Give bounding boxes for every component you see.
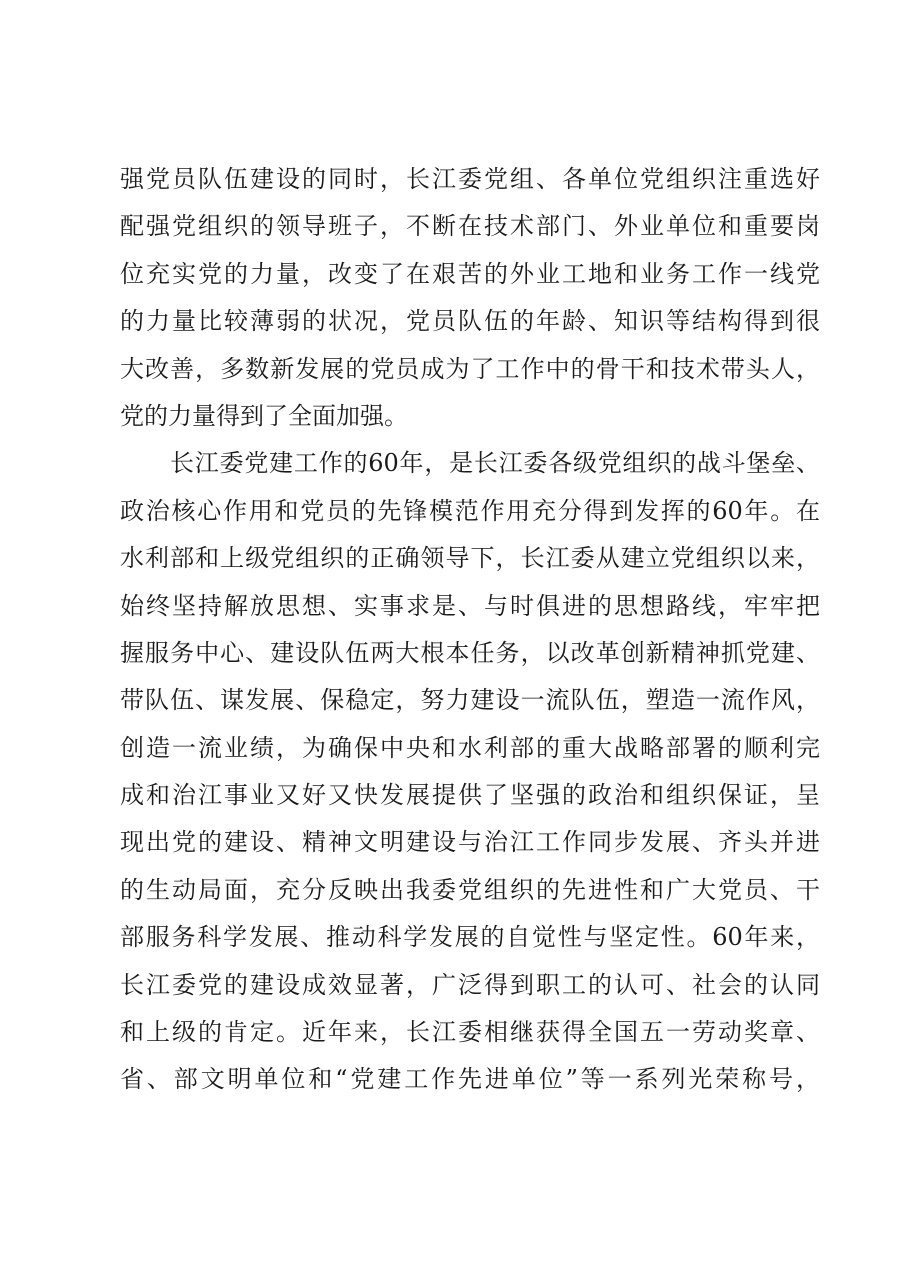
paragraph-2-line-12: 长江委党的建设成效显著，广泛得到职工的认可、社会的认同 <box>120 970 820 999</box>
paragraph-2-line-1: 长江委党建工作的60年，是长江委各级党组织的战斗堡垒、 <box>170 449 820 478</box>
paragraph-2-line-8: 成和治江事业又好又快发展提供了坚强的政治和组织保证，呈 <box>120 781 820 810</box>
paragraph-2-line-7: 创造一流业绩，为确保中央和水利部的重大战略部署的顺利完 <box>120 733 820 762</box>
paragraph-2-line-3: 水利部和上级党组织的正确领导下，长江委从建立党组织以来， <box>120 544 820 573</box>
paragraph-1-line-6: 党的力量得到了全面加强。 <box>120 401 408 430</box>
paragraph-1-line-3: 位充实党的力量，改变了在艰苦的外业工地和业务工作一线党 <box>120 259 820 288</box>
paragraph-2-line-11: 部服务科学发展、推动科学发展的自觉性与坚定性。60年来， <box>120 923 820 952</box>
paragraph-1-line-1: 强党员队伍建设的同时，长江委党组、各单位党组织注重选好 <box>120 165 820 193</box>
paragraph-2-line-4: 始终坚持解放思想、实事求是、与时俱进的思想路线，牢牢把 <box>120 591 820 620</box>
paragraph-2-line-13: 和上级的肯定。近年来，长江委相继获得全国五一劳动奖章、 <box>120 1018 820 1047</box>
paragraph-2-line-2: 政治核心作用和党员的先锋模范作用充分得到发挥的60年。在 <box>120 496 820 525</box>
paragraph-2-line-14: 省、部文明单位和“党建工作先进单位”等一系列光荣称号， <box>120 1065 820 1094</box>
paragraph-1-line-4: 的力量比较薄弱的状况，党员队伍的年龄、知识等结构得到很 <box>120 307 820 336</box>
paragraph-2-line-9: 现出党的建设、精神文明建设与治江工作同步发展、齐头并进 <box>120 828 820 857</box>
paragraph-2-line-10: 的生动局面，充分反映出我委党组织的先进性和广大党员、干 <box>120 875 820 904</box>
paragraph-2-line-6: 带队伍、谋发展、保稳定，努力建设一流队伍，塑造一流作风， <box>120 686 820 715</box>
paragraph-1-line-2: 配强党组织的领导班子，不断在技术部门、外业单位和重要岗 <box>120 212 820 241</box>
body-text <box>120 156 820 1104</box>
paragraph-1-line-5: 大改善，多数新发展的党员成为了工作中的骨干和技术带头人， <box>120 354 820 383</box>
paragraph-2-line-5: 握服务中心、建设队伍两大根本任务，以改革创新精神抓党建、 <box>120 638 820 667</box>
